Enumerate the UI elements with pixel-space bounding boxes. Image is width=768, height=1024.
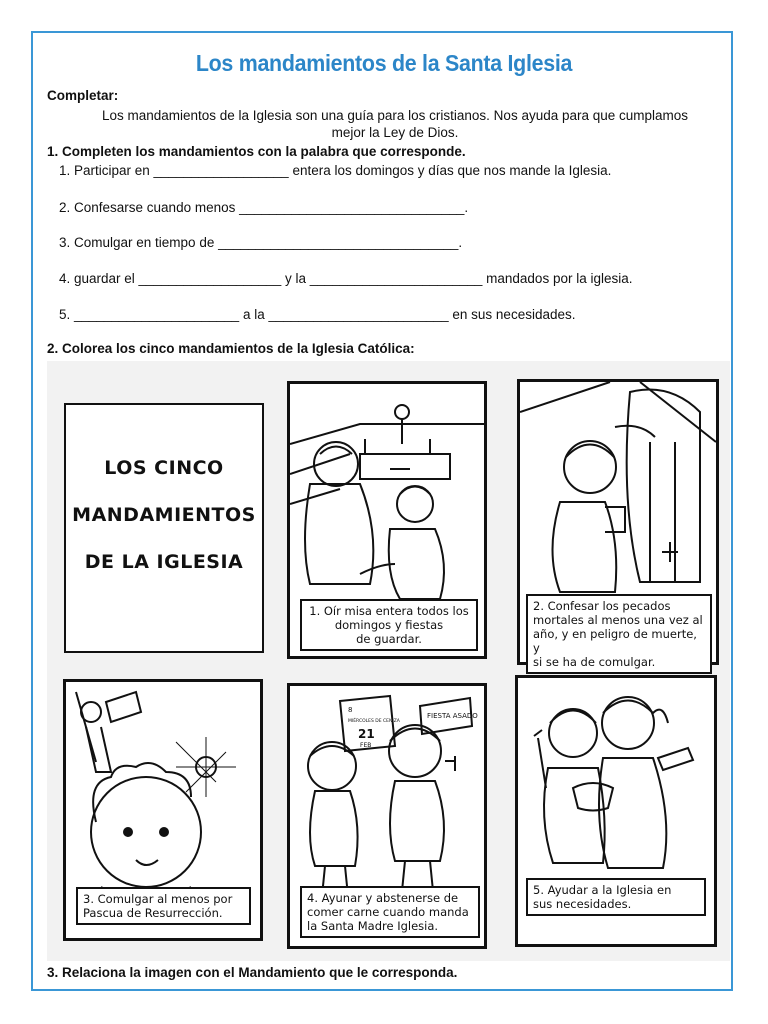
- section1-heading: 1. Completen los mandamientos con la palabra que corresponde.: [47, 144, 466, 159]
- caption-2-line-2: mortales al menos una vez al: [533, 613, 703, 627]
- intro-label: Completar:: [47, 88, 119, 103]
- panel-fasting: [287, 683, 487, 949]
- panel-mass: [287, 381, 487, 659]
- caption-1-line-2: domingos y fiestas: [334, 618, 444, 632]
- caption-2-line-3: año, y en peligro de muerte, y: [533, 627, 697, 655]
- cover-line-1: LOS CINCO: [104, 457, 224, 479]
- caption-5: [526, 878, 706, 916]
- caption-1-line-1: 1. Oír misa entera todos los: [309, 604, 469, 618]
- caption-5-line-1: 5. Ayudar a la Iglesia en: [533, 883, 672, 897]
- cover-line-2: MANDAMIENTOS: [72, 504, 256, 526]
- caption-5-line-2: sus necesidades.: [533, 897, 632, 911]
- caption-4-line-3: la Santa Madre Iglesia.: [307, 919, 439, 933]
- caption-3-line-2: Pascua de Resurrección.: [83, 906, 223, 920]
- intro-text-line-1: Los mandamientos de la Iglesia son una guía para los cristianos. Nos ayuda para que cumplamos: [101, 108, 689, 123]
- caption-1-line-3: de guardar.: [356, 632, 422, 646]
- section3-heading: 3. Relaciona la imagen con el Mandamiento que le corresponda.: [47, 965, 458, 980]
- panel-confession: [517, 379, 719, 669]
- caption-4-line-1: 4. Ayunar y abstenerse de: [307, 891, 459, 905]
- party-sign: FIESTA ASADO: [427, 712, 478, 720]
- cover-panel: [64, 403, 264, 653]
- caption-4-line-2: comer carne cuando manda: [307, 905, 469, 919]
- calendar-caption: MIÉRCOLES DE CENIZA: [348, 719, 400, 724]
- caption-2-line-4: si se ha de comulgar.: [533, 655, 656, 669]
- caption-1: [300, 599, 478, 651]
- calendar-day: 21: [358, 727, 375, 741]
- caption-3-line-1: 3. Comulgar al menos por: [83, 892, 233, 906]
- caption-3: [76, 887, 251, 925]
- coloring-illustration: [47, 361, 730, 961]
- caption-2-line-1: 2. Confesar los pecados: [533, 599, 671, 613]
- exercise-item-4: 4. guardar el ___________________ y la _______________________ mandados por la iglesia.: [59, 271, 633, 286]
- intro-text-line-2: mejor la Ley de Dios.: [331, 125, 459, 140]
- exercise-item-5: 5. ______________________ a la ________________________ en sus necesidades.: [59, 307, 576, 322]
- caption-2: [526, 594, 712, 674]
- caption-4: [300, 886, 480, 938]
- exercise-item-2: 2. Confesarse cuando menos ______________________________.: [59, 200, 469, 215]
- cover-line-3: DE LA IGLESIA: [84, 551, 244, 573]
- exercise-item-3: 3. Comulgar en tiempo de ________________________________.: [59, 235, 463, 250]
- calendar-top: 8: [348, 706, 353, 714]
- page-title: Los mandamientos de la Santa Iglesia: [195, 50, 573, 76]
- exercise-item-1: 1. Participar en __________________ entera los domingos y días que nos mande la Iglesia.: [59, 163, 612, 178]
- panel-communion: [63, 679, 263, 941]
- calendar-month: FEB: [360, 742, 372, 749]
- panel-help: [515, 675, 717, 947]
- section2-heading: 2. Colorea los cinco mandamientos de la Iglesia Católica:: [47, 341, 415, 356]
